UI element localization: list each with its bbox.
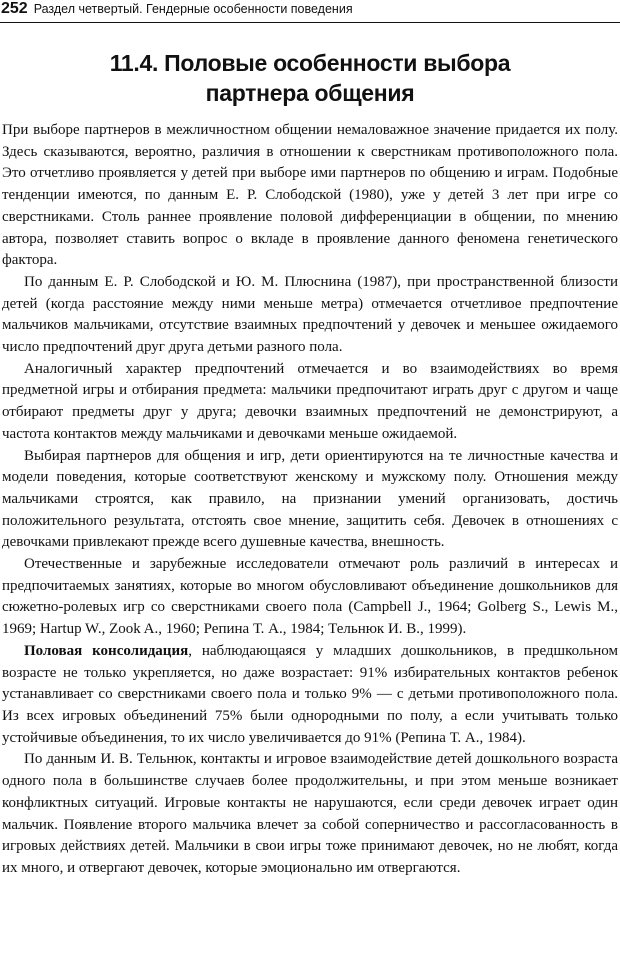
chapter-heading <box>0 48 620 108</box>
bold-term: Половая консолидация <box>24 642 189 659</box>
heading-line-2: партнера общения <box>205 80 415 106</box>
paragraph: По данным И. В. Тельнюк, контакты и игровое взаимодействие детей дошкольного возраста одного пола в большинстве случаев более продолжительны, и при этом меньше возникает конфликтных ситуаций. Игровые контакты не нарушаются, если среди девочек играет один мальчик. Появление второго мальчика влечет за собой соперничество и рассогласованность в игровых действиях детей. Мальчики в свои игры тоже принимают девочек, но не любят, когда их много, и отвергают девочек, которые эмоционально им отвергаются. <box>2 751 618 876</box>
paragraph: Отечественные и зарубежные исследователи отмечают роль различий в интересах и предпочитаемых занятиях, которые во многом обусловливают объединение дошкольников для сюжетно-ролевых игр со сверстниками своего пола (Campbell J., 1964; Golberg S., Lewis M., 1969; Hartup W., Zook A., 1960; Репина Т. А., 1984; Тельнюк И. В., 1999). <box>2 556 618 638</box>
paragraph: Выбирая партнеров для общения и игр, дети ориентируются на те личностные качества и модели поведения, которые соответствуют женскому и мужскому полу. Отношения между мальчиками строятся, как правило, на признании умений организовать, достичь положительного результата, отстоять свое мнение, защитить себя. Девочек в отношениях с девочками привлекают прежде всего душевные качества, внешность. <box>2 447 618 551</box>
page-number: 252 <box>1 0 28 17</box>
paragraph-consolidation <box>2 641 618 750</box>
paragraph: Аналогичный характер предпочтений отмечается и во взаимодействиях во время предметной игры и отбирания предмета: мальчики предпочитают играть друг с другом и чаще отбирают предметы друг у друга; девочки взаимных предпочтений не демонстрируют, а частота контактов между мальчиками и девочками меньше ожидаемой. <box>2 360 618 442</box>
paragraph-rest: , наблюдающаяся у младших дошкольников, в предшкольном возрасте не только укрепляется, но даже возрастает: 91% избирательных контактов ребенок устанавливает со сверстниками своего пола и только 9% — с детьми противоположного пола. Из всех игровых объединений 75% были однородными по полу, а если учитывать только устойчивые объединения, то их число увеличивается до 91% (Репина Т. А., 1984). <box>2 642 618 746</box>
body-text <box>2 120 618 880</box>
paragraph: При выборе партнеров в межличностном общении немаловажное значение придается их полу. Здесь сказываются, вероятно, различия в отношении к сверстникам противоположного пола. Это отчетливо проявляется у детей при выборе ими партнеров по общению и играм. Подобные тенденции имеются, по данным Е. Р. Слободской (1980), уже у детей 3 лет при игре со сверстниками. Столь раннее проявление половой дифференциации в общении, по мнению автора, позволяет ставить вопрос о вкладе в проявление данного феномена генетического фактора. <box>2 122 618 269</box>
heading-line-1: 11.4. Половые особенности выбора <box>109 50 511 76</box>
paragraph: По данным Е. Р. Слободской и Ю. М. Плюснина (1987), при пространственной близости детей (когда расстояние между ними меньше метра) отмечается отчетливое предпочтение мальчиков мальчиками, отсутствие взаимных предпочтений у девочек и меньшее ожидаемого число предпочтений друг друга детьми разного пола. <box>2 273 618 356</box>
section-title: Раздел четвертый. Гендерные особенности поведения <box>33 2 353 16</box>
running-head <box>0 0 620 23</box>
